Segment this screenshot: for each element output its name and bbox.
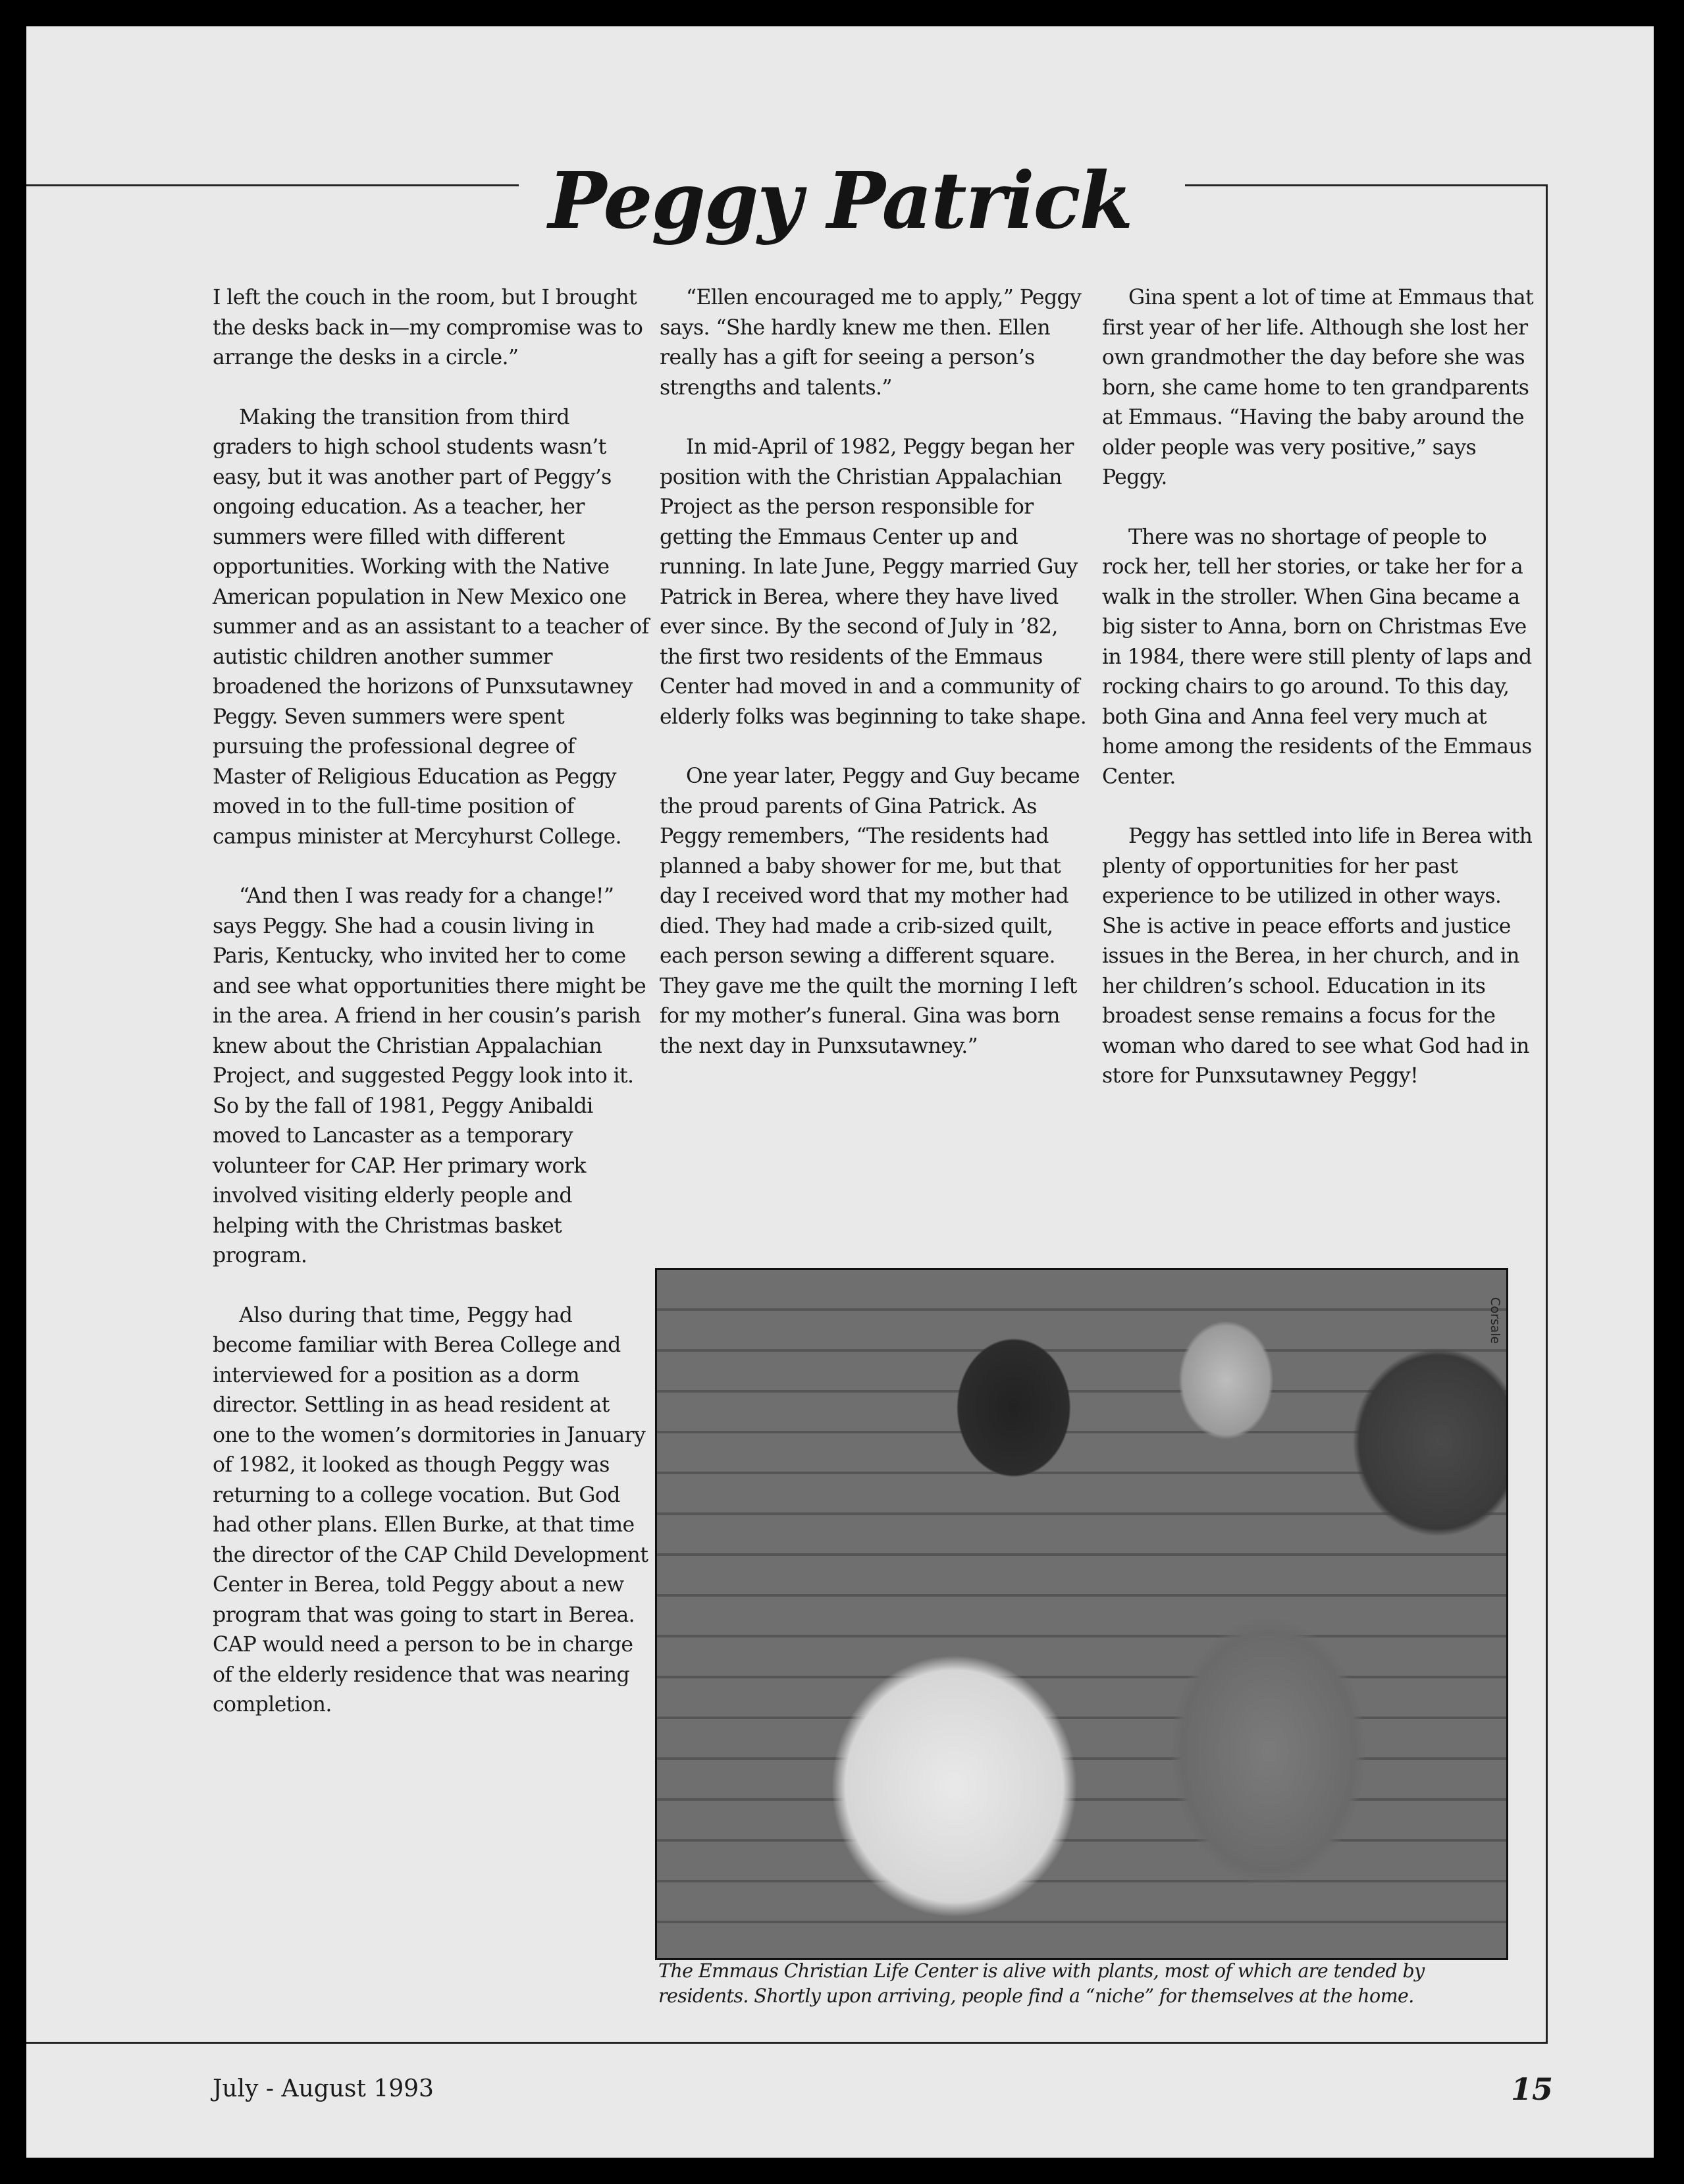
photo-credit: Corsale [1488, 1297, 1502, 1345]
text-column-2 [660, 283, 1094, 1091]
paragraph: Gina spent a lot of time at Emmaus that first year of her life. Although she lost her own grandmother the day before she was born, she came home to ten grandparents at Emmaus. “Having the baby around the older people was very positive,” says Peggy. [1102, 286, 1534, 489]
text-column-3 [1102, 283, 1537, 1121]
paragraph: Also during that time, Peggy had become familiar with Berea College and interviewed for a position as a dorm director. Settling in as head resident at one to the women’s dormitories in January of 1982, it looked as though Peggy was returning to a college vocation. But God had other plans. Ellen Burke, at that time the director of the CAP Child Development Center in Berea, told Peggy about a new program that was going to start in Berea. CAP would need a person to be in charge of the elderly residence that was nearing completion. [213, 1303, 648, 1717]
text-column-1 [213, 283, 650, 1750]
issue-date: July - August 1993 [213, 2075, 434, 2102]
paragraph: One year later, Peggy and Guy became the proud parents of Gina Patrick. As Peggy remembers, “The residents had planned a baby shower for me, but that day I received word that my mother had died. They had made a crib-sized quilt, each person sewing a different square. They gave me the quilt the morning I left for my mother’s funeral. Gina was born the next day in Punxsutawney.” [660, 764, 1080, 1058]
paragraph: “Ellen encouraged me to apply,” Peggy says. “She hardly knew me then. Ellen really has a gift for seeing a person’s strengths and talents.” [660, 286, 1082, 400]
article-title: Peggy Patrick [548, 155, 1132, 246]
paragraph: In mid-April of 1982, Peggy began her position with the Christian Appalachian Project as the person responsible for getting the Emmaus Center up and running. In late June, Peggy married Guy Patrick in Berea, where they have lived ever since. By the second of July in ’82, the first two residents of the Emmaus Center had moved in and a community of elderly folks was beginning to take shape. [660, 435, 1087, 729]
photo-caption: The Emmaus Christian Life Center is alive with plants, most of which are tended by residents. Shortly upon arriving, people find a “niche” for themselves at the home. [658, 1960, 1425, 2007]
frame-rule-bottom [26, 2042, 1548, 2044]
paragraph: “And then I was ready for a change!” says Peggy. She had a cousin living in Paris, Kentucky, who invited her to come and see what opportunities there might be in the area. A friend in her cousin’s parish knew about the Christian Appalachian Project, and suggested Peggy look into it. So by the fall of 1981, Peggy Anibaldi moved to Lancaster as a temporary volunteer for CAP. Her primary work involved visiting elderly people and helping with the Christmas basket program. [213, 884, 646, 1267]
paragraph: I left the couch in the room, but I brought the desks back in—my compromise was to arrange the desks in a circle.” [213, 286, 643, 369]
magazine-page [26, 26, 1654, 2158]
article-photo [655, 1268, 1508, 1960]
page-number: 15 [1511, 2071, 1554, 2107]
paragraph: Making the transition from third graders to high school students wasn’t easy, but it was another part of Peggy’s ongoing education. As a teacher, her summers were filled with different opportunities. Working with the Native American population in New Mexico one summer and as an assistant to a teacher of autistic children another summer broadened the horizons of Punxsutawney Peggy. Seven summers were spent pursuing the professional degree of Master of Religious Education as Peggy moved in to the full-time position of campus minister at Mercyhurst College. [213, 405, 649, 849]
frame-rule-right [1546, 184, 1548, 2043]
paragraph: Peggy has settled into life in Berea with plenty of opportunities for her past experience to be utilized in other ways. She is active in peace efforts and justice issues in the Berea, in her church, and in her children’s school. Education in its broadest sense remains a focus for the woman who dared to see what God had in store for Punxsutawney Peggy! [1102, 824, 1533, 1088]
paragraph: There was no shortage of people to rock her, tell her stories, or take her for a walk in the stroller. When Gina became a big sister to Anna, born on Christmas Eve in 1984, there were still plenty of laps and rocking chairs to go around. To this day, both Gina and Anna feel very much at home among the residents of the Emmaus Center. [1102, 525, 1532, 789]
